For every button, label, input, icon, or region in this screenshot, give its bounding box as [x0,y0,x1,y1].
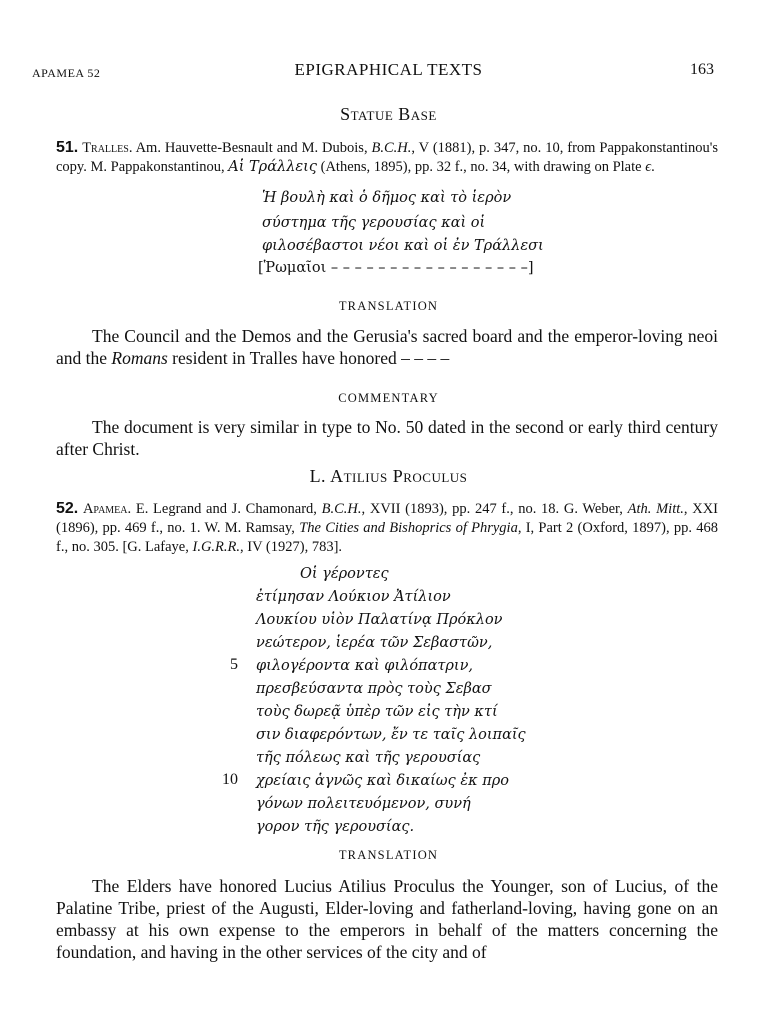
inscription-line: Οἱ γέροντες [300,566,389,582]
page-number: 163 [690,61,714,78]
inscription-line: χρείαις ἁγνῶς καὶ δικαίως ἐκ προ [256,773,510,789]
entry-51-commentary: The document is very similar in type to No. 50 dated in the second or early third century after Christ. [56,417,718,459]
line-number: 5 [230,656,238,673]
bib-greek-title: Αἱ Τράλλεις [228,159,317,175]
inscription-line: φιλογέροντα καὶ φιλόπατριν, [256,658,474,674]
entry-52-translation: The Elders have honored Lucius Atilius Proculus the Younger, son of Lucius, of the Palatine Tribe, priest of the Augusti, Elder-loving and fatherland-loving, having gone on an embassy at his own expense to the emperors in behalf of the matters concerning the foundation, and having in the other services of the city and of [56,876,718,962]
inscription-line: γορον τῆς γερουσίας. [256,819,415,835]
translation-italic: Romans [111,348,168,368]
translation-text: The Council and the Demos and the Gerusia's sacred board and the emperor-loving neoi and the [56,326,718,368]
entry-place: Tralles. [82,140,133,156]
entry-number: 51. [56,139,79,156]
bib-text: . [651,159,655,175]
translation-label: TRANSLATION [338,299,439,313]
inscription-line: γόνων πολειτευόμενον, συνή [256,796,471,812]
entry-52-bibliography [56,499,718,557]
bib-text: E. Legrand and J. Chamonard, [131,501,322,517]
inscription-line: Ἡ βουλὴ καὶ ὁ δῆμος καὶ τὸ ἱερὸν [262,190,512,206]
entry-52-heading: L. Atilius Proculus [309,466,468,486]
running-head-left: APAMEA 52 [32,66,101,80]
bib-journal: B.C.H. [321,501,362,517]
translation-text: resident in Tralles have honored – – – – [167,348,450,368]
line-number: 10 [222,771,238,788]
bib-text: , IV (1927), 783]. [240,539,343,555]
bib-text: , I, Part 2 (Oxford, 1897), pp. 468 f., no. 305. [G. Lafaye, [56,520,718,555]
bib-text: , XVII (1893), pp. 247 f., no. 18. G. Weber, [361,501,628,517]
bib-book-title: The Cities and Bishoprics of Phrygia [299,520,518,536]
bib-journal: B.C.H. [371,140,412,156]
bib-text: (Athens, 1895), pp. 32 f., no. 34, with drawing on Plate [316,159,646,175]
entry-51-bibliography [56,138,718,177]
inscription-line: σύστημα τῆς γερουσίας καὶ οἱ [262,215,486,231]
running-head-title: EPIGRAPHICAL TEXTS [294,60,483,79]
inscription-line: [Ῥωμαῖοι – – – – – – – – – – – – – – – – –] [258,260,534,276]
inscription-line: τῆς πόλεως καὶ τῆς γερουσίας [256,750,481,766]
inscription-line: Λουκίου υἱὸν Παλατίνᾳ Πρόκλον [256,612,503,628]
inscription-line: τοὺς δωρεᾷ ὑπὲρ τῶν εἰς τὴν κτί [256,704,498,720]
bib-text: Am. Hauvette-Besnault and M. Dubois, [132,140,372,156]
inscription-line: πρεσβεύσαντα πρὸς τοὺς Σεβασ [256,681,492,697]
translation-label: TRANSLATION [338,848,439,862]
inscription-line: νεώτερον, ἱερέα τῶν Σεβαστῶν, [256,635,493,651]
entry-place: Apamea. [82,501,132,517]
inscription-line: ἐτίμησαν Λούκιον Ἀτίλιον [256,589,451,605]
bib-journal: Ath. Mitt. [627,501,684,517]
commentary-label: COMMENTARY [338,391,439,405]
entry-51-heading: Statue Base [340,104,437,124]
inscription-line: φιλοσέβαστοι νέοι καὶ οἱ ἐν Τράλλεσι [262,238,544,254]
bib-journal: I.G.R.R. [192,539,241,555]
bib-plate: ϵ [645,159,652,175]
inscription-line: σιν διαφερόντων, ἔν τε ταῖς λοιπαῖς [256,727,526,743]
bib-text: , V (1881), p. 347, no. 10, from Pappakonstantinou's copy. M. Pappakonstantinou, [56,140,718,175]
entry-51-translation [56,325,718,369]
entry-number: 52. [56,500,79,517]
bib-text: , XXI (1896), pp. 469 f., no. 1. W. M. Ramsay, [56,501,718,536]
